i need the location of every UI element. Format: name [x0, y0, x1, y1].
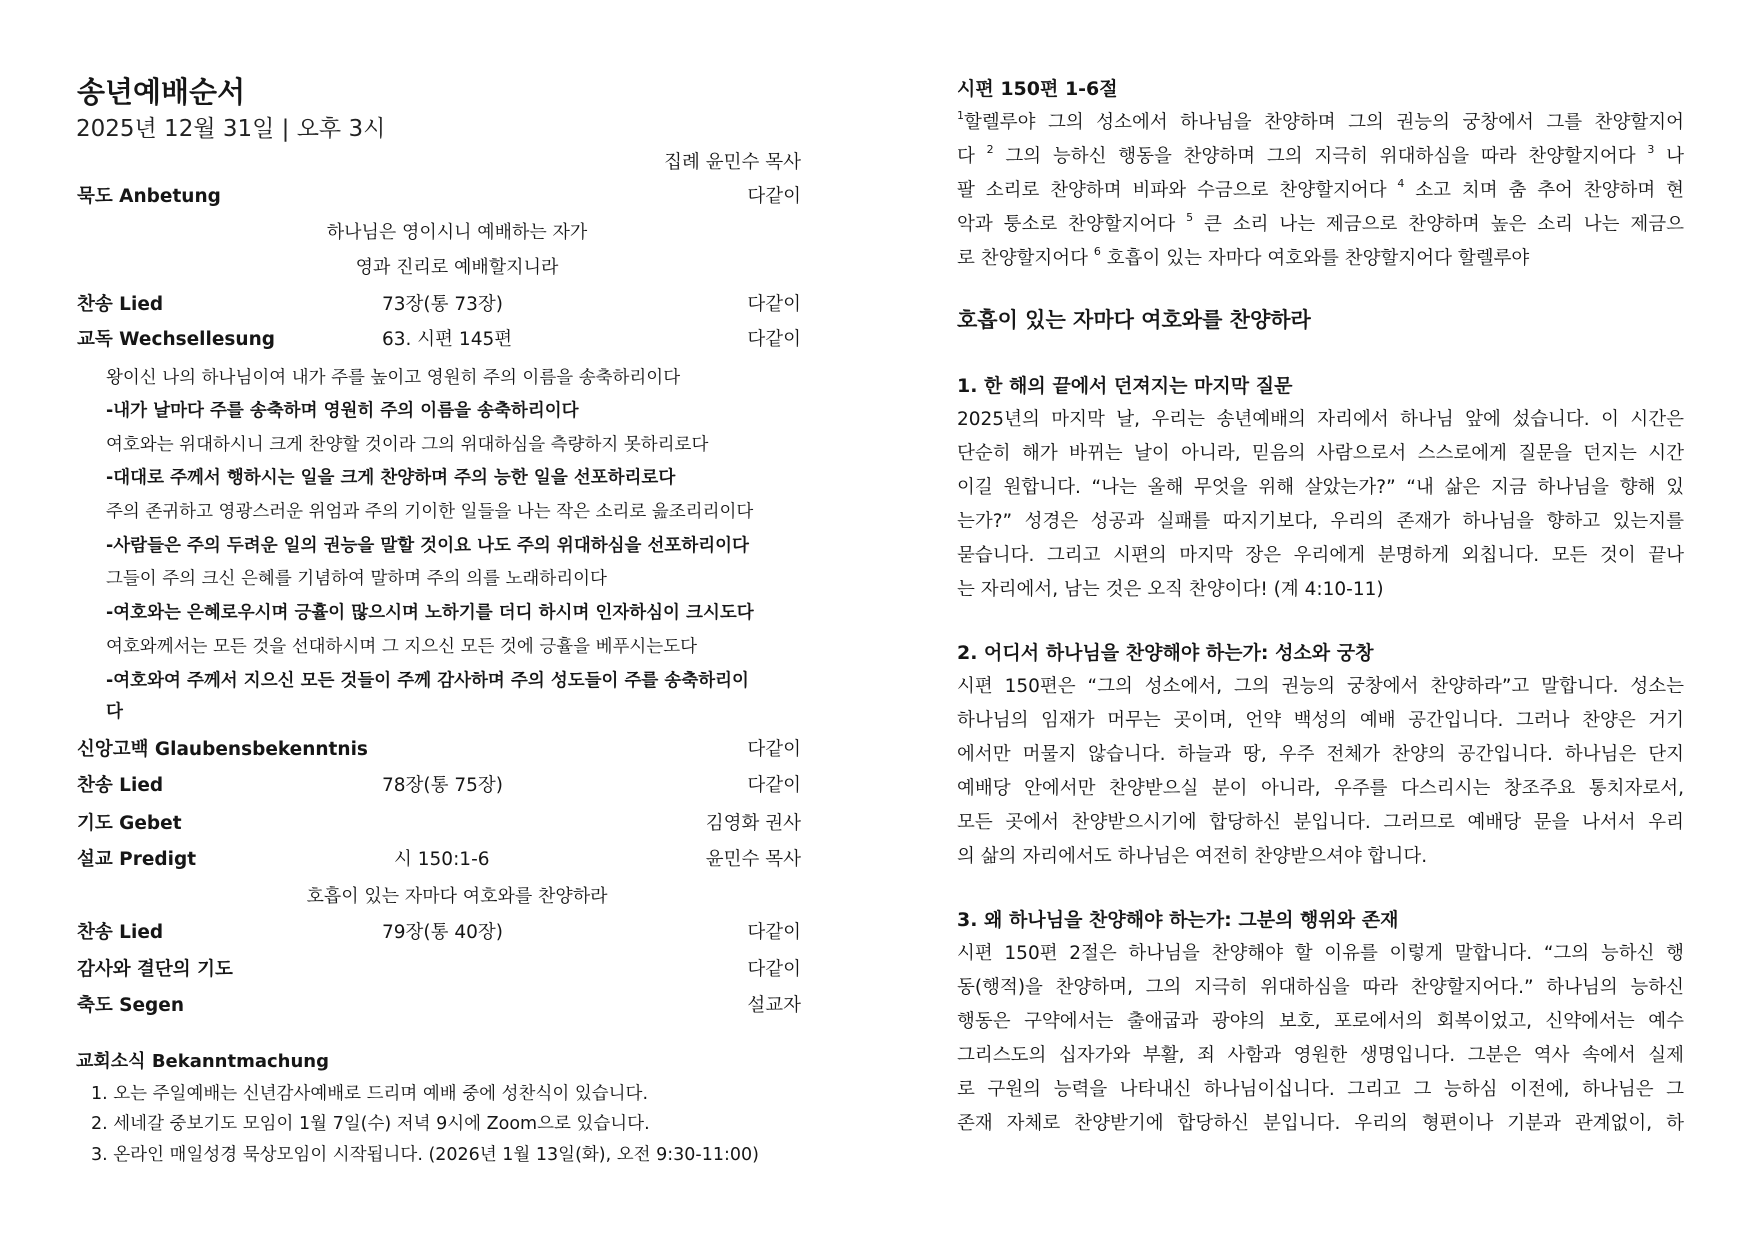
order-item [77, 180, 801, 214]
paragraph-line: 는가?” 성경은 성공과 실패를 따지기보다, 우리의 존재가 하나님을 향하고 있는지를 [957, 511, 1684, 532]
scripture-line [957, 140, 1684, 174]
item-label: 설교 Predigt [77, 849, 197, 870]
reading-response: -내가 날마다 주를 송축하며 영원히 주의 이름을 송축하리이다 [106, 401, 579, 421]
presider: 집례 윤민수 목사 [664, 152, 801, 173]
news-heading: 교회소식 Bekanntmachung [76, 1051, 329, 1072]
reading-response: 다 [106, 702, 123, 722]
reading-response: -사람들은 주의 두려운 일의 권능을 말할 것이요 나도 주의 위대하심을 선포하리이다 [106, 536, 749, 556]
scripture-line [957, 106, 1684, 140]
paragraph-line: 단순히 해가 바뀌는 날이 아니라, 믿음의 사람으로서 스스로에게 질문을 던지는 시간 [957, 443, 1684, 464]
item-label: 교독 Wechsellesung [77, 329, 275, 350]
reading-response: -대대로 주께서 행하시는 일을 크게 찬양하며 주의 능한 일을 선포하리로다 [106, 468, 676, 488]
item-label: 신앙고백 Glaubensbekenntnis [77, 739, 368, 760]
sermon-section [957, 369, 1684, 607]
reading-response: -여호와여 주께서 지으신 모든 것들이 주께 감사하며 주의 성도들이 주를 송축하리이 [106, 671, 749, 691]
scripture-passage [957, 72, 1684, 276]
item-label: 기도 Gebet [77, 813, 182, 834]
reading-line: 여호와는 위대하시니 크게 찬양할 것이라 그의 위대하심을 측량하지 못하리로다 [106, 435, 709, 455]
paragraph-line: 로 구원의 능력을 나타내신 하나님이십니다. 그리고 그 능하심 이전에, 하나님은 그 [957, 1079, 1684, 1100]
paragraph-line: 이길 원합니다. “나는 올해 무엇을 위해 살았는가?” “내 삶은 지금 하나님을 향해 있 [957, 477, 1684, 498]
section-heading: 2. 어디서 하나님을 찬양해야 하는가: 성소와 궁창 [957, 642, 1374, 664]
verse-text: 할렐루야 그의 성소에서 하나님을 찬양하며 그의 권능의 궁창에서 그를 찬양할지어 [964, 112, 1684, 133]
verse-number: 1 [957, 109, 964, 122]
paragraph-line: 동(행적)을 찬양하며, 그의 지극히 위대하심을 따라 찬양할지어다.” 하나님의 능하신 [957, 977, 1684, 998]
scripture-line [957, 208, 1684, 242]
item-leader: 다같이 [747, 922, 801, 943]
sermon-title-line: 호흡이 있는 자마다 여호와를 찬양하라 [306, 886, 608, 907]
reading-line: 여호와께서는 모든 것을 선대하시며 그 지으신 모든 것에 긍휼을 베푸시는도다 [106, 637, 698, 657]
verse-text: 그의 능하신 행동을 찬양하며 그의 지극히 위대하심을 따라 찬양할지어다 [993, 146, 1648, 167]
paragraph-line: 는 자리에서, 남는 것은 오직 찬양이다! (계 4:10-11) [957, 579, 1384, 600]
verse-text: 소고 치며 춤 추어 찬양하며 현 [1404, 180, 1684, 201]
item-detail: 79장(통 40장) [382, 922, 504, 943]
order-item [77, 953, 801, 987]
paragraph-line: 에서만 머물지 않습니다. 하늘과 땅, 우주 전체가 찬양의 공간입니다. 하나님은 단지 [957, 744, 1684, 765]
order-item [77, 843, 801, 877]
item-detail: 시 150:1-6 [394, 849, 490, 870]
paragraph-line: 의 삶의 자리에서도 하나님은 여전히 찬양받으셔야 합니다. [957, 846, 1428, 867]
item-leader: 김영화 권사 [705, 813, 801, 834]
sermon-title: 호흡이 있는 자마다 여호와를 찬양하라 [957, 308, 1311, 332]
verse-text: 로 찬양할지어다 [957, 248, 1094, 269]
paragraph-line: 묻습니다. 그리고 시편의 마지막 장은 우리에게 분명하게 외칩니다. 모든 것이 끝나 [957, 545, 1684, 566]
order-item [77, 916, 801, 950]
item-label: 찬송 Lied [77, 775, 164, 796]
paragraph-line: 그리스도의 십자가와 부활, 죄 사함과 영원한 생명입니다. 그분은 역사 속에서 실제 [957, 1045, 1684, 1066]
verse-number: 5 [1186, 211, 1194, 224]
order-item [77, 807, 801, 841]
scripture-line [957, 242, 1684, 276]
verse-number: 2 [986, 143, 994, 156]
item-leader: 다같이 [747, 329, 801, 350]
order-item [77, 323, 801, 357]
item-label: 찬송 Lied [77, 294, 164, 315]
order-item [77, 769, 801, 803]
verse-text: 호흡이 있는 자마다 여호와를 찬양할지어다 할렐루야 [1100, 248, 1530, 269]
paragraph-line: 행동은 구약에서는 출애굽과 광야의 보호, 포로에서의 회복이었고, 신약에서는 예수 [957, 1011, 1684, 1032]
verse-number: 6 [1093, 245, 1101, 258]
item-detail: 78장(통 75장) [382, 775, 504, 796]
verse-text: 다 [957, 146, 987, 167]
section-heading: 3. 왜 하나님을 찬양해야 하는가: 그분의 행위와 존재 [957, 909, 1399, 931]
scripture-heading: 시편 150편 1-6절 [957, 78, 1118, 100]
reading-response: -여호와는 은혜로우시며 긍휼이 많으시며 노하기를 더디 하시며 인자하심이 크시도다 [106, 603, 754, 623]
sermon-section [957, 636, 1684, 874]
verse-text: 팔 소리로 찬양하며 비파와 수금으로 찬양할지어다 [957, 180, 1398, 201]
news-item: 1. 오는 주일예배는 신년감사예배로 드리며 예배 중에 성찬식이 있습니다. [91, 1084, 649, 1104]
invocation-line: 영과 진리로 예배할지니라 [355, 257, 559, 278]
item-leader: 다같이 [747, 959, 801, 980]
paragraph-line: 하나님의 임재가 머무는 곳이며, 언약 백성의 예배 공간입니다. 그러나 찬양은 거기 [957, 710, 1684, 731]
invocation-line: 하나님은 영이시니 예배하는 자가 [326, 222, 588, 243]
order-item [77, 288, 801, 322]
reading-line: 왕이신 나의 하나님이여 내가 주를 높이고 영원히 주의 이름을 송축하리이다 [106, 368, 681, 388]
verse-number: 3 [1647, 143, 1655, 156]
item-leader: 설교자 [747, 995, 801, 1016]
item-detail: 73장(통 73장) [382, 294, 504, 315]
item-label: 찬송 Lied [77, 922, 164, 943]
order-item [77, 989, 801, 1023]
item-detail: 63. 시편 145편 [382, 329, 513, 350]
section-heading: 1. 한 해의 끝에서 던져지는 마지막 질문 [957, 375, 1293, 397]
verse-number: 4 [1397, 177, 1405, 190]
order-item [77, 733, 801, 767]
reading-line: 그들이 주의 크신 은혜를 기념하여 말하며 주의 의를 노래하리이다 [106, 569, 607, 589]
service-date: 2025년 12월 31일 | 오후 3시 [76, 116, 386, 142]
page-title: 송년예배순서 [77, 75, 246, 109]
paragraph-line: 2025년의 마지막 날, 우리는 송년예배의 자리에서 하나님 앞에 섰습니다. 이 시간은 [957, 409, 1684, 430]
item-label: 감사와 결단의 기도 [77, 959, 233, 980]
paragraph-line: 시편 150편 2절은 하나님을 찬양해야 할 이유를 이렇게 말합니다. “그의 능하신 행 [957, 943, 1684, 964]
verse-text: 나 [1654, 146, 1684, 167]
item-leader: 다같이 [747, 186, 801, 207]
verse-text: 큰 소리 나는 제금으로 찬양하며 높은 소리 나는 제금으 [1193, 214, 1684, 235]
item-leader: 다같이 [747, 775, 801, 796]
item-leader: 윤민수 목사 [705, 849, 801, 870]
paragraph-line: 모든 곳에서 찬양받으시기에 합당하신 분입니다. 그러므로 예배당 문을 나서서 우리 [957, 812, 1684, 833]
scripture-line [957, 174, 1684, 208]
news-item: 3. 온라인 매일성경 묵상모임이 시작됩니다. (2026년 1월 13일(화), 오전 9:30-11:00) [91, 1145, 759, 1165]
paragraph-line: 시편 150편은 “그의 성소에서, 그의 권능의 궁창에서 찬양하라”고 말합니다. 성소는 [957, 676, 1684, 697]
presider-row [77, 146, 801, 180]
item-label: 축도 Segen [77, 995, 185, 1016]
reading-line: 주의 존귀하고 영광스러운 위엄과 주의 기이한 일들을 나는 작은 소리로 읊조리리이다 [106, 502, 754, 522]
news-item: 2. 세네갈 중보기도 모임이 1월 7일(수) 저녁 9시에 Zoom으로 있습니다. [91, 1114, 650, 1134]
verse-text: 악과 퉁소로 찬양할지어다 [957, 214, 1187, 235]
sermon-section [957, 903, 1684, 1141]
item-label: 묵도 Anbetung [77, 186, 221, 207]
item-leader: 다같이 [747, 739, 801, 760]
paragraph-line: 예배당 안에서만 찬양받으실 분이 아니라, 우주를 다스리시는 창조주요 통치자로서, [957, 778, 1684, 799]
item-leader: 다같이 [747, 294, 801, 315]
paragraph-line: 존재 자체로 찬양받기에 합당하신 분입니다. 우리의 형편이나 기분과 관계없이, 하 [957, 1113, 1684, 1134]
